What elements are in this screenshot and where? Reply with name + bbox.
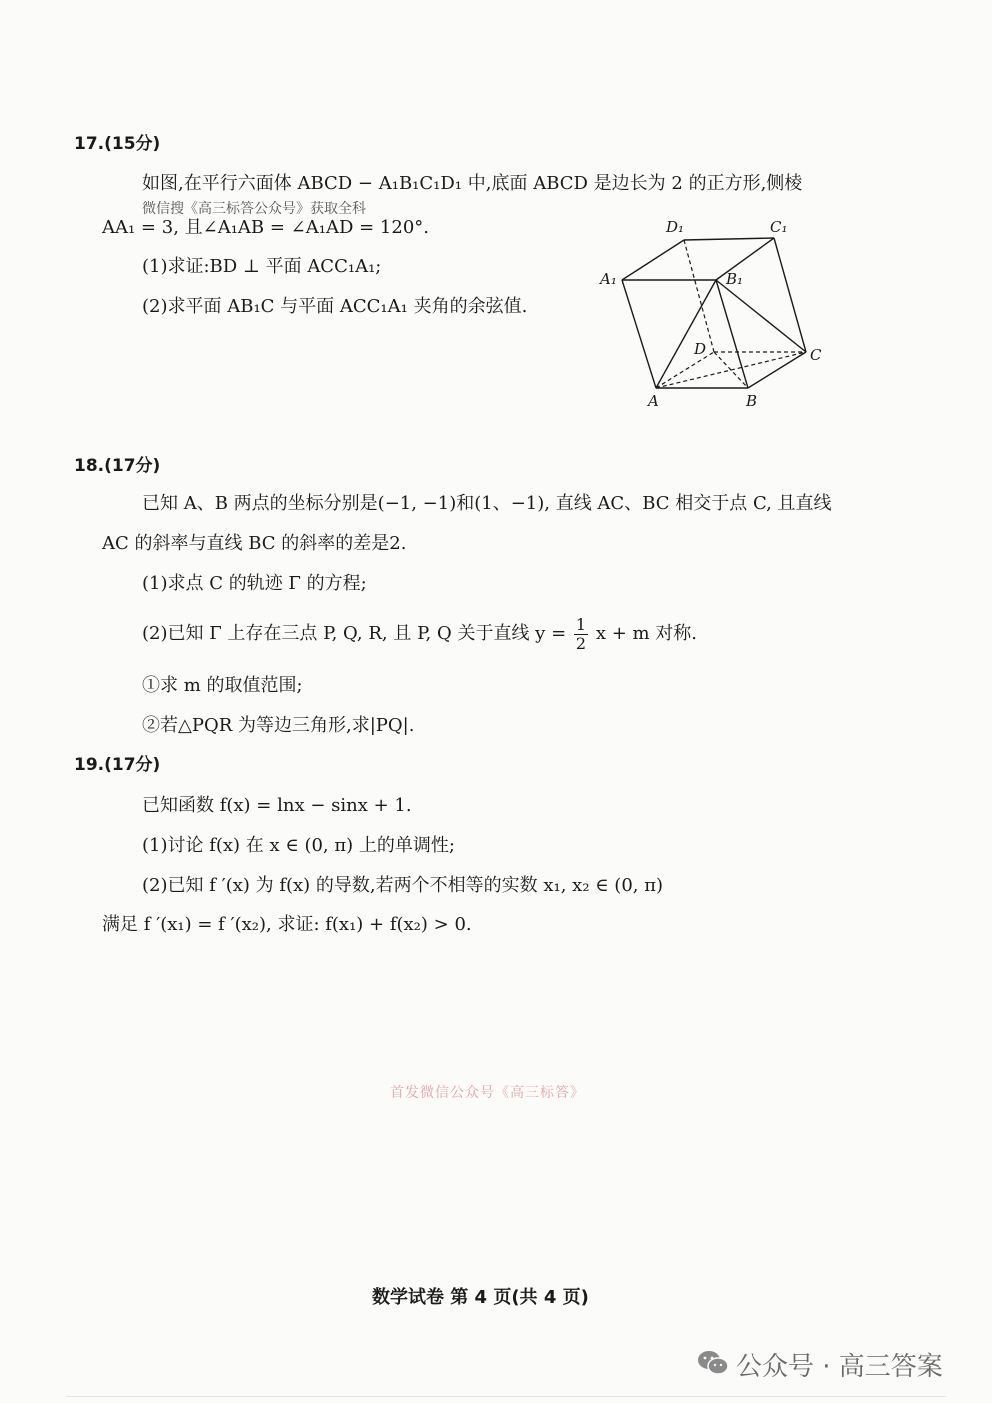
q17-heading: 17.(15分) [74,134,161,154]
label-d: D [694,340,707,358]
q18-part2-pre: (2)已知 Γ 上存在三点 P, Q, R, 且 P, Q 关于直线 y = [142,623,567,644]
q18-sub1: ①求 m 的取值范围; [142,675,303,696]
edge-b-c [748,352,806,388]
q17-text-line1: 如图,在平行六面体 ABCD − A₁B₁C₁D₁ 中,底面 ABCD 是边长为 2 的正方形,侧棱 [142,173,803,194]
label-b1: B₁ [726,270,744,288]
q19-part2-continued: 满足 f ′(x₁) = f ′(x₂), 求证: f(x₁) + f(x₂) > 0. [102,914,472,935]
label-b: B [746,392,758,410]
q17-part2: (2)求平面 AB₁C 与平面 ACC₁A₁ 夹角的余弦值. [142,296,528,317]
q17-watermark: 微信搜《高三标答公众号》获取全科 [142,201,366,217]
red-watermark: 首发微信公众号《高三标答》 [390,1085,585,1101]
segment-a-b1 [656,280,716,388]
wechat-icon [696,1348,730,1378]
q19-text-line1: 已知函数 f(x) = lnx − sinx + 1. [142,795,412,816]
edge-b1-b [716,280,748,388]
label-d1: D₁ [666,218,685,236]
q17-text-line2: AA₁ = 3, 且∠A₁AB = ∠A₁AD = 120°. [102,217,430,238]
brand-text: 公众号 · 高三答案 [736,1352,943,1382]
q18-sub2: ②若△PQR 为等边三角形,求|PQ|. [142,715,415,736]
edge-a1-a [622,280,656,388]
edge-a1-d1 [622,240,684,280]
fraction-numerator: 1 [575,614,587,634]
q19-part2: (2)已知 f ′(x) 为 f(x) 的导数,若两个不相等的实数 x₁, x₂ ∈ (0, π) [142,875,664,896]
q18-heading: 18.(17分) [74,456,161,476]
edge-d1-c1 [684,238,774,240]
hidden-edge-d1-d [684,240,714,352]
edge-c1-c [774,238,806,352]
edge-c1-b1 [716,238,774,280]
label-c: C [810,346,822,364]
q19-part1: (1)讨论 f(x) 在 x ∈ (0, π) 上的单调性; [142,835,455,856]
label-a: A [648,392,659,410]
fraction-denominator: 2 [575,633,587,653]
q18-text-line1: 已知 A、B 两点的坐标分别是(−1, −1)和(1、−1), 直线 AC、BC 相交于点 C, 且直线 [142,493,832,514]
q17-part1: (1)求证:BD ⊥ 平面 ACC₁A₁; [142,256,382,277]
label-c1: C₁ [770,218,788,236]
q18-part1: (1)求点 C 的轨迹 Γ 的方程; [142,573,367,594]
q18-part2 [142,614,697,654]
q18-text-line2: AC 的斜率与直线 BC 的斜率的差是2. [102,533,407,554]
q18-part2-post: x + m 对称. [595,623,698,644]
fraction-one-half [574,616,588,653]
segment-b1-c [716,280,806,352]
page-footer: 数学试卷 第 4 页(共 4 页) [372,1287,589,1308]
parallelepiped-figure [598,212,838,412]
q19-heading: 19.(17分) [74,755,161,775]
label-a1: A₁ [600,270,617,288]
bottom-divider [66,1396,946,1397]
